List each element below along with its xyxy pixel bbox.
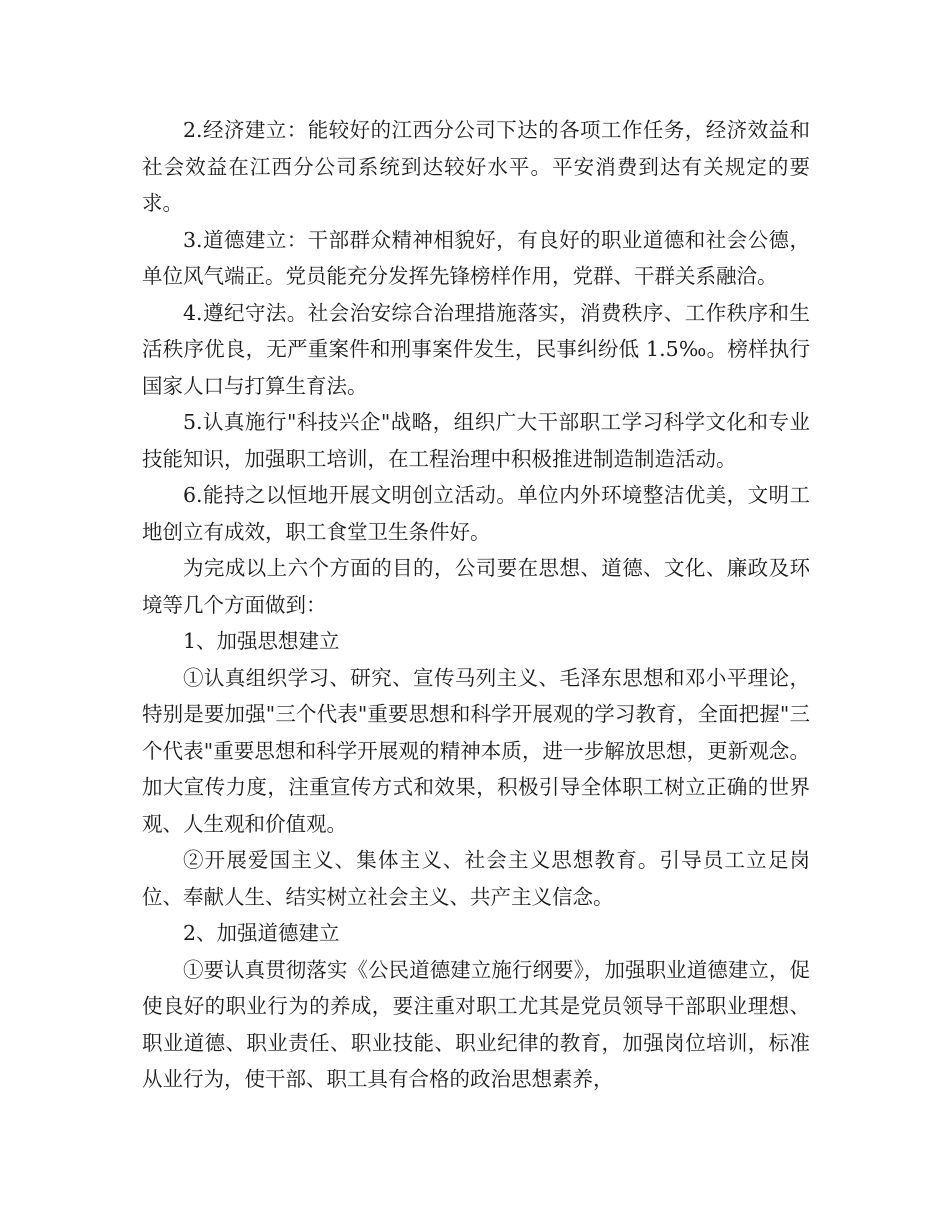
paragraph-moral-construction: 3.道德建立：干部群众精神相貌好，有良好的职业道德和社会公德，单位风气端正。党员能充分发挥先锋榜样作用，党群、干群关系融洽。 (142, 227, 810, 288)
paragraph-technology-strategy: 5.认真施行"科技兴企"战略，组织广大干部职工学习科学文化和专业技能知识，加强职工培训，在工程治理中积极推进制造制造活动。 (142, 410, 810, 471)
section-heading-ideology: 1、加强思想建立 (183, 629, 340, 653)
paragraph-goals-intro: 为完成以上六个方面的目的，公司要在思想、道德、文化、廉政及环境等几个方面做到： (142, 556, 810, 617)
paragraph-ideology-item-1: ①认真组织学习、研究、宣传马列主义、毛泽东思想和邓小平理论，特别是要加强"三个代表"重要思想和科学开展观的学习教育，全面把握"三个代表"重要思想和科学开展观的精神本质，进一步解放思想，更新观念。加大宣传力度，注重宣传方式和效果，积极引导全体职工树立正确的世界观、人生观和价值观。 (142, 665, 810, 836)
section-heading-morality: 2、加强道德建立 (183, 921, 340, 945)
paragraph-civilization-activities: 6.能持之以恒地开展文明创立活动。单位内外环境整洁优美，文明工地创立有成效，职工食堂卫生条件好。 (142, 483, 810, 544)
paragraph-economic-construction: 2.经济建立：能较好的江西分公司下达的各项工作任务，经济效益和社会效益在江西分公司系统到达较好水平。平安消费到达有关规定的要求。 (142, 118, 810, 215)
paragraph-morality-item-1: ①要认真贯彻落实《公民道德建立施行纲要》，加强职业道德建立，促使良好的职业行为的养成，要注重对职工尤其是党员领导干部职业理想、职业道德、职业责任、职业技能、职业纪律的教育，加强岗位培训，标准从业行为，使干部、职工具有合格的政治思想素养， (142, 957, 810, 1091)
paragraph-law-abiding: 4.遵纪守法。社会治安综合治理措施落实，消费秩序、工作秩序和生活秩序优良，无严重案件和刑事案件发生，民事纠纷低 1.5‰。榜样执行国家人口与打算生育法。 (142, 300, 810, 398)
paragraph-ideology-item-2: ②开展爱国主义、集体主义、社会主义思想教育。引导员工立足岗位、奉献人生、结实树立社会主义、共产主义信念。 (142, 848, 810, 909)
document-body (142, 112, 810, 1098)
